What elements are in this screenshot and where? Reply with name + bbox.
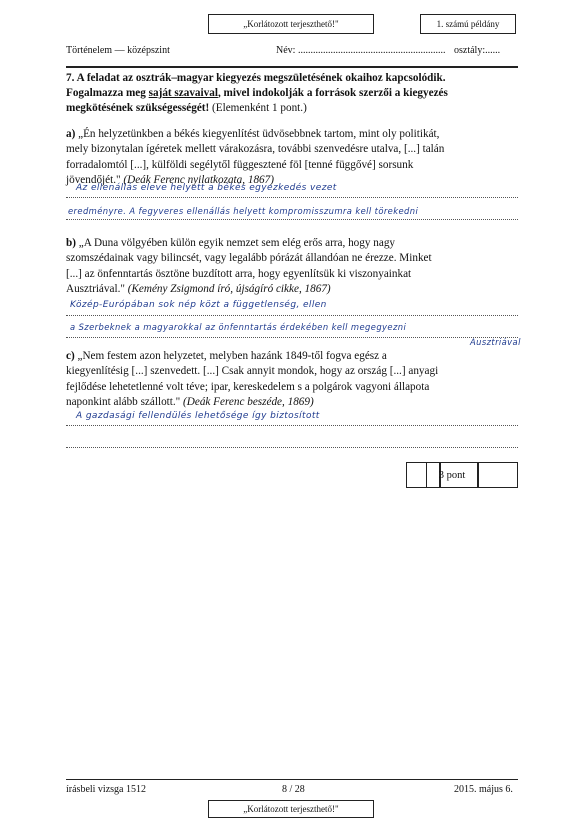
restricted-box-top [208, 14, 374, 34]
footer-page: 8 / 28 [282, 784, 305, 795]
item-a-line-3: forradalomtól [...], külföldi segélytől függesztené föl [tenné függővé] sorsunk [66, 158, 414, 171]
task-title: 7. A feladat az osztrák–magyar kiegyezés megszületésének okaihoz kapcsolódik. [66, 72, 446, 84]
item-c-line-4: naponkint alább szállott." [66, 395, 181, 408]
answer-line-c2 [66, 446, 518, 448]
item-b-source: (Kemény Zsigmond író, újságíró cikke, 1867) [127, 282, 331, 295]
item-a-source: (Deák Ferenc nyilatkozata, 1867) [123, 173, 274, 186]
item-c-line-2: kiegyenlítésig [...] szenvedett. [...] Csak annyit mondok, hogy az ország [...] anyagi [66, 365, 439, 378]
item-a-letter: a) [66, 128, 76, 140]
footer-left: írásbeli vizsga 1512 [66, 784, 146, 795]
answer-line-c1 [66, 424, 518, 426]
item-a-line-1: „Én helyzetünkben a békés kiegyenlítést üdvösebbnek tartom, mint oly politikát, [78, 128, 440, 140]
instr-part-1: Fogalmazza meg [66, 87, 146, 99]
class-field-label: osztály:...... [454, 45, 501, 56]
footer-right: 2015. május 6. [454, 784, 513, 795]
instr-part-3: megkötésének szükségességét! [66, 102, 210, 114]
footer-rule [66, 779, 518, 780]
item-a-line-4: jövendőjét." [66, 173, 121, 186]
task-instruction-line [66, 86, 518, 101]
score-label: 3 pont [438, 469, 466, 481]
item-c [66, 349, 518, 410]
answer-line-a2 [66, 218, 518, 220]
answer-c-1: A gazdasági fellendülés lehetősége így biztosított [76, 411, 320, 421]
copy-number-label: 1. számú példány [436, 19, 500, 29]
item-c-line-1: „Nem festem azon helyzetet, melyben hazánk 1849-től fogva egész a [77, 350, 387, 362]
instr-part-4: (Elemenként 1 pont.) [209, 102, 307, 114]
subject-label: Történelem — középszint [66, 45, 170, 56]
item-c-letter: c) [66, 350, 75, 362]
answer-line-a1 [66, 196, 518, 198]
item-a-line-2: mely bizonytalan ígéretek mellett várakozásra, további szenvedésre utalva, [...] talán [66, 143, 445, 156]
instr-underlined: saját szavaival [148, 87, 218, 99]
item-b-line-4: Ausztriával." [66, 282, 125, 295]
task-instructions [66, 71, 518, 116]
instr-part-2: , mivel indokolják a források szerzői a kiegyezés [217, 87, 448, 99]
answer-b-2: a Szerbeknek a magyarokkal az önfenntartás érdekében kell megegyezni [70, 322, 407, 332]
answer-b-3: Ausztriával [470, 337, 521, 347]
item-b-line-2: szomszédainak vagy bilincsét, vagy legalább pórázát állandóan ne érezze. Minket [66, 252, 432, 265]
answer-line-b2 [66, 336, 518, 338]
restricted-label-bottom: „Korlátozott terjeszthető!" [243, 804, 339, 814]
item-b-line-3: [...] az önfenntartás ösztöne buzdított arra, hogy egyenlítsük ki viszonyainkat [66, 267, 412, 280]
header-rule [66, 66, 518, 68]
item-b [66, 236, 518, 297]
name-field-label: Név: ........................................................... [276, 45, 446, 56]
answer-a-2: eredményre. A fegyveres ellenállás helyett kompromisszumra kell törekedni [68, 206, 419, 216]
item-b-line-1: „A Duna völgyében külön egyik nemzet sem elég erős arra, hogy nagy [78, 237, 396, 249]
score-box-label [426, 462, 478, 488]
item-b-letter: b) [66, 237, 76, 249]
item-c-line-3: fejlődése lehetetlenné volt téve; ipar, kereskedelem s a polgárok vagyoni állapota [66, 380, 430, 393]
answer-line-b1 [66, 314, 518, 316]
item-a [66, 127, 518, 188]
copy-number-box [420, 14, 516, 34]
answer-b-1: Közép-Európában sok nép közt a függetlenség, ellen [70, 300, 327, 310]
score-box-fill [478, 462, 518, 488]
restricted-box-bottom [208, 800, 374, 818]
restricted-label-top: „Korlátozott terjeszthető!" [243, 19, 339, 29]
item-c-source: (Deák Ferenc beszéde, 1869) [183, 395, 314, 408]
answer-a-1: Az ellenállás eleve helyett a békés egyezkedés vezet [76, 183, 337, 193]
